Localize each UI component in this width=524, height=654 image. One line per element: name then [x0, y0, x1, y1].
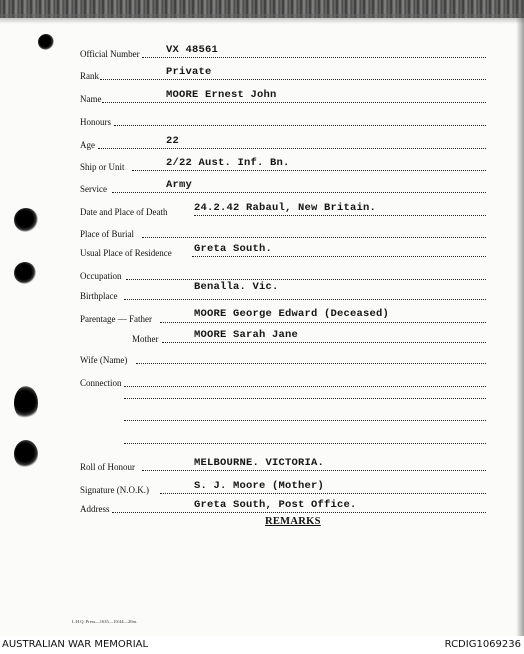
field-label: Date and Place of Death	[80, 207, 168, 217]
dotted-line	[112, 512, 486, 513]
field-label: Address	[80, 504, 110, 514]
dotted-line	[124, 386, 486, 387]
field-label: Place of Burial	[80, 229, 134, 239]
field-label: Name	[80, 94, 102, 104]
punch-hole-icon	[38, 34, 54, 50]
field-parentage-father	[80, 310, 486, 324]
field-label: Usual Place of Residence	[80, 248, 172, 258]
field-label: Mother	[132, 334, 159, 344]
field-label: Ship or Unit	[80, 162, 125, 172]
field-value: 22	[166, 135, 180, 147]
field-connection	[80, 374, 486, 388]
field-value: MOORE Ernest John	[166, 89, 277, 101]
field-official-number	[80, 45, 486, 59]
field-honours	[80, 113, 486, 127]
field-roll-of-honour	[80, 458, 486, 472]
field-value: 2/22 Aust. Inf. Bn.	[166, 157, 290, 169]
field-value: MELBOURNE. VICTORIA.	[194, 457, 325, 469]
remarks-heading: REMARKS	[265, 516, 321, 527]
field-label: Signature (N.O.K.)	[80, 485, 149, 495]
dotted-line	[192, 256, 486, 257]
field-value: MOORE Sarah Jane	[194, 329, 299, 341]
punch-hole-icon	[14, 440, 38, 468]
footer-credit: AUSTRALIAN WAR MEMORIAL	[2, 639, 149, 650]
dotted-line	[142, 57, 486, 58]
field-label: Wife (Name)	[80, 355, 128, 365]
scan-top-shadow	[0, 14, 524, 24]
field-address	[80, 500, 486, 514]
field-usual-residence	[80, 244, 486, 258]
field-label: Service	[80, 184, 107, 194]
dotted-line	[136, 363, 486, 364]
dotted-line	[112, 192, 486, 193]
field-label: Occupation	[80, 271, 122, 281]
dotted-line	[160, 493, 486, 494]
field-value: 24.2.42 Rabaul, New Britain.	[194, 202, 377, 214]
footer-record-id: RCDIG1069236	[444, 639, 521, 650]
dotted-line	[162, 342, 486, 343]
field-occupation	[80, 267, 486, 281]
footer-bar	[0, 636, 524, 654]
dotted-line	[114, 125, 486, 126]
field-signature	[80, 481, 486, 495]
field-label: Official Number	[80, 49, 140, 59]
field-ship-or-unit	[80, 158, 486, 172]
field-value: Army	[166, 179, 193, 191]
dotted-line	[132, 170, 486, 171]
field-label: Connection	[80, 378, 122, 388]
field-label: Roll of Honour	[80, 462, 135, 472]
field-label: Parentage — Father	[80, 314, 152, 324]
field-value: Greta South, Post Office.	[194, 499, 357, 511]
field-value: Private	[166, 66, 212, 78]
punch-hole-icon	[14, 262, 36, 284]
dotted-line	[142, 470, 486, 471]
dotted-line	[100, 79, 486, 80]
punch-hole-icon	[14, 386, 38, 420]
dotted-line	[194, 215, 486, 216]
field-mother	[80, 330, 486, 344]
field-date-place-of-death	[80, 203, 486, 217]
punch-hole-icon	[14, 208, 38, 232]
field-label: Rank	[80, 71, 99, 81]
field-age	[80, 136, 486, 150]
dotted-line	[126, 279, 486, 280]
field-label: Birthplace	[80, 291, 118, 301]
field-value: VX 48561	[166, 44, 219, 56]
print-code: L.H.Q. Press—1635—10/44—20m.	[72, 619, 138, 624]
dotted-line	[98, 148, 486, 149]
scan-right-edge	[516, 0, 524, 636]
dotted-line	[124, 299, 486, 300]
field-label: Age	[80, 140, 95, 150]
field-name	[80, 90, 486, 104]
dotted-line	[160, 322, 486, 323]
field-value: Greta South.	[194, 243, 273, 255]
connection-line	[124, 443, 486, 444]
field-service	[80, 180, 486, 194]
connection-line	[124, 398, 486, 399]
field-value: Benalla. Vic.	[194, 281, 279, 293]
field-rank	[80, 67, 486, 81]
field-place-of-burial	[80, 225, 486, 239]
dotted-line	[142, 237, 486, 238]
field-value: S. J. Moore (Mother)	[194, 480, 325, 492]
dotted-line	[102, 102, 486, 103]
field-value: MOORE George Edward (Deceased)	[194, 308, 390, 320]
field-birthplace	[80, 281, 486, 301]
field-label: Honours	[80, 117, 111, 127]
field-wife-name	[80, 351, 486, 365]
connection-line	[124, 420, 486, 421]
